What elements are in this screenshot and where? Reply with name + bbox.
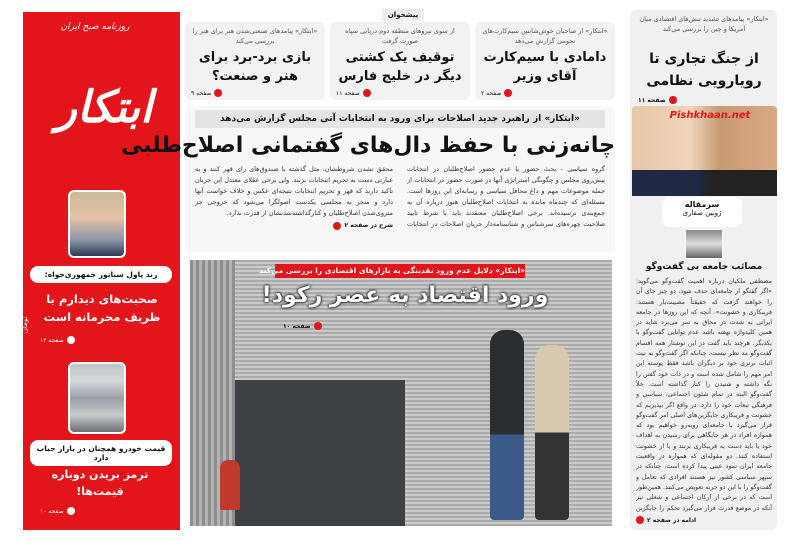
editorial-label: سرمقاله	[684, 200, 720, 209]
kicker: از سوی نیروهای منطقه دوم دریایی سپاه صورت گرفت	[345, 27, 455, 45]
headline: دامادی با سیم‌کارت آقای وزیر	[483, 50, 607, 84]
page-ref: صفحه ۹	[191, 89, 222, 97]
story1-page: صفحه ۱۲	[40, 336, 75, 344]
cars-parking-photo	[68, 362, 126, 434]
man-figure	[535, 345, 569, 520]
author-photo	[685, 229, 723, 259]
masthead-logo: ابتکار	[55, 82, 153, 133]
lead-story[interactable]	[120, 106, 615, 252]
kicker: «ابتکار» از صاحبان خوش‌شانس سیم‌کارت‌های نجومی گزارش می‌دهد	[482, 27, 608, 45]
top-story-1[interactable]	[475, 22, 615, 100]
lead-column-1: گروه سیاسی - بحث حضور یا عدم حضور اصلاح‌طلبان در انتخابات پیش‌روی مجلس و چگونگی استراتژی آنها در صورت حضور در انتخابات از جمله موضوعات مهم و داغ محافل سیاسی و رسانه‌ای این روزها است. مسئله‌ای که چندماه مانده به انتخابات اصلاح‌طلبان هنوز درباره آن به جمع‌بندی نرسیده‌اند. برخی اصلاح‌طلبان معتقدند باید با شرط تایید صلاحیت چهره‌های سرشناس و شناسنامه‌دار جریان اصلاحات در انتخابات	[407, 165, 605, 228]
photo-kicker: «ابتکار» دلایل عدم ورود نقدینگی به بازارهای اقتصادی را بررسی می‌کند	[275, 264, 525, 278]
editorial-label-box	[662, 197, 742, 227]
lead-kicker: «ابتکار» از راهبرد جدید اصلاحات برای ورود به انتخابات آتی مجلس گزارش می‌دهد	[195, 110, 605, 128]
story2-title[interactable]: ترمز بریدن دوباره قیمت‌ها!	[51, 468, 149, 498]
lead-column-2: محقق نشدن شروطشان، مثل گذشته با صندوق‌های رای قهر کنند و به عبارتی دست به تحریم انتخابات بزنند. ولی برخی عقلای معتدل این جریان تاکید دارند که قهر و تحریم انتخابات نتیجه‌ای عکس و خلاف خواست آنها دارد و منجر به مجلسی یکدست اصولگرا می‌شود که خروجی جز منزوی‌شدن اصلاح‌طلبان و کنارگذاشته‌شدنشان از قدرت ندارد.	[195, 165, 393, 217]
story2-page: صفحه ۱۰	[40, 507, 75, 515]
rand-paul-photo	[68, 190, 126, 258]
pishkhan-label: پیشخوان	[382, 9, 424, 21]
lead-more: شرح در صفحه ۲	[195, 221, 393, 231]
watermark: Pishkhaan.net	[669, 110, 751, 121]
tagline: روزنامه صبح ایران	[60, 22, 130, 32]
story1-caption: رند پاول سناتور جمهوری‌خواه:	[30, 266, 172, 283]
article-more: ادامه در صفحه ۲	[636, 516, 696, 524]
right-headline[interactable]: از جنگ تجاری تا رویارویی نظامی	[646, 51, 762, 89]
article-title[interactable]: مصائب جامعه بی گفت‌وگو	[645, 262, 763, 272]
dateline: دوشنبه ۲۸ مرداد ۱۳۹۸ - ۲۰ ذی‌الحجه ۱۴۴۰ - ۱۹ آگوست ۲۰۱۹ - سال شانزدهم - شماره ۴۲۴۴ - ۱۲ صفحه - ۲۰۰۰ تومان	[13, 161, 29, 489]
right-kicker: «ابتکار» پیامدهای تشدید تنش‌های اقتصادی میان آمریکا و چین را بررسی می‌کند	[639, 15, 769, 33]
story1-title[interactable]: صحبت‌های دیدارم با ظریف محرمانه است	[43, 292, 161, 324]
man-figure	[490, 330, 524, 520]
headline: توقیف یک کشتی دیگر در خلیج فارس	[338, 50, 462, 84]
editorial-author: ژوبین صفاری	[682, 209, 722, 217]
boy-figure	[220, 460, 240, 510]
photo-page: صفحه ۱۰	[283, 322, 322, 330]
story2-caption: قیمت خودرو همچنان در بازار حباب دارد	[30, 440, 172, 466]
right-page: صفحه ۱۱	[638, 96, 677, 104]
lead-headline: چانه‌زنی با حفظ دال‌های گفتمانی اصلاح‌طلبی	[120, 133, 615, 158]
headline: بازی برد-برد برای هنر و صنعت؟	[198, 50, 312, 84]
top-story-3[interactable]	[185, 22, 325, 100]
page-ref: صفحه ۲	[481, 89, 512, 97]
photo-headline[interactable]: ورود اقتصاد به عصر رکود!	[261, 283, 549, 308]
page-ref: صفحه ۱۱	[336, 89, 371, 97]
top-story-2[interactable]	[330, 22, 470, 100]
kicker: «ابتکار» پیامدهای صنعتی‌شدن هنر برای هنر را بررسی می‌کند	[192, 27, 318, 45]
article-body: مصطفی ملکیان درباره اهمیت گفت‌وگو می‌گوید: «اگر گفتگو از جامعه‌ای حذف شود، دو چیز جای آن را خواهند گرفت که حقیقتاً مصیبت‌بار هستند: فریبکاری و خشونت». آنچه که این روزها در جامعه ایرانی به شدت در محاق به سر می‌برد شاید در همین کلیدواژه نهفته باشد عدم توانایی گفت‌وگو با یکدیگر. هرچند باید گفت در این نوشتار همه اقسام گفت‌وگو مد نظر نیست. چنانکه اگر گفت‌وگو به نیت اثبات برتری خود بر دیگران باشد فقط پوسته این امر مهم را شامل شده است و در ذات خود گفتن را نگه داشته و شنیدن را کنار گذاشته است. خلأ گفت‌وگو البته در تمام شئون اجتماعی، سیاسی و فرهنگی تبعات خود را دارد. در واقع اگر بپذیریم که خشونت و فریبکاری جایگزین‌های اصلی امر گفت‌وگو قرار می‌گیرد با جامعه‌ای روبه‌رو خواهیم بود که همواره افراد در هر جایگاهی برای رسیدن به اهداف خود یا باید دست به فریبکاری بزنند و یا از خشونت استفاده کنند. دو مقوله‌ای که همواره در واقعیت جامعه ایران نمود عینی پیدا کرده است. چنانکه در سپهر سیاسی کشور نیز هستند افرادی که تعامل و گفت‌وگو را با این دو حربه تعویض می‌کنند. همین‌طور است که در برخی از ارکان اجتماعی و شغلی نیز آنکه در موضع قدرت قرار می‌گیرد تحکم را جایگزین	[636, 278, 772, 512]
